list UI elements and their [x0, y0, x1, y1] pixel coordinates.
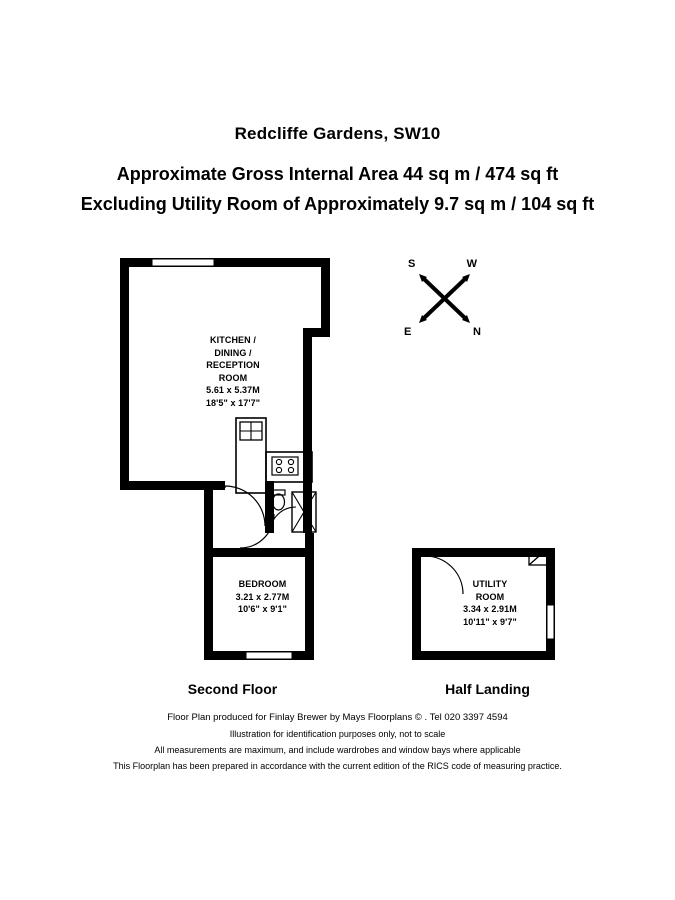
- kitchen-name-line-1: KITCHEN /: [210, 335, 256, 345]
- room-label-bedroom: [205, 578, 320, 616]
- bedroom-dimensions-imperial: 10'6" x 9'1": [237, 604, 288, 614]
- utility-dimensions-metric: 3.34 x 2.91M: [463, 604, 517, 614]
- floor-caption-second-floor: Second Floor: [187, 681, 278, 697]
- gross-internal-area-line: Approximate Gross Internal Area 44 sq m / 474 sq ft: [116, 164, 559, 184]
- floor-caption-half-landing: Half Landing: [445, 681, 530, 697]
- utility-dimensions-imperial: 10'11" x 9'7": [463, 616, 517, 627]
- bedroom-name: BEDROOM: [238, 579, 287, 589]
- compass-south-label: S: [408, 258, 416, 270]
- compass-rose: [400, 258, 485, 338]
- kitchen-name-line-3: RECEPTION: [206, 360, 260, 370]
- kitchen-dimensions-imperial: 18'5" x 17'7": [205, 397, 261, 408]
- footer-producer-line: Floor Plan produced for Finlay Brewer by Mays Floorplans © . Tel 020 3397 4594: [167, 712, 508, 723]
- excluding-utility-line: Excluding Utility Room of Approximately 9.7 sq m / 104 sq ft: [80, 194, 595, 214]
- compass-east-label: E: [404, 326, 412, 338]
- compass-north-label: N: [473, 326, 481, 338]
- kitchen-name-line-4: ROOM: [218, 372, 248, 383]
- sink-icon: [240, 422, 262, 440]
- footer-measurements-line: All measurements are maximum, and include wardrobes and window bays where applicable: [154, 745, 521, 755]
- kitchen-name-line-2: DINING /: [214, 347, 252, 358]
- plan-footer: [0, 710, 675, 774]
- footer-rics-line: This Floorplan has been prepared in accordance with the current edition of the RICS code of measuring practice.: [113, 761, 562, 771]
- kitchen-fixtures: [236, 418, 312, 493]
- room-label-kitchen: [178, 334, 288, 409]
- utility-name-line-1: UTILITY: [472, 579, 508, 589]
- compass-west-label: W: [466, 258, 477, 270]
- utility-name-line-2: ROOM: [475, 591, 505, 602]
- kitchen-dimensions-metric: 5.61 x 5.37M: [206, 385, 260, 395]
- room-label-utility: [435, 578, 545, 628]
- footer-disclaimer-line: Illustration for identification purposes only, not to scale: [229, 729, 446, 739]
- half-landing-window: [547, 605, 554, 639]
- hob-icon: [272, 457, 298, 475]
- bedroom-dimensions-metric: 3.21 x 2.77M: [235, 591, 290, 602]
- page-title: Redcliffe Gardens, SW10: [234, 124, 441, 143]
